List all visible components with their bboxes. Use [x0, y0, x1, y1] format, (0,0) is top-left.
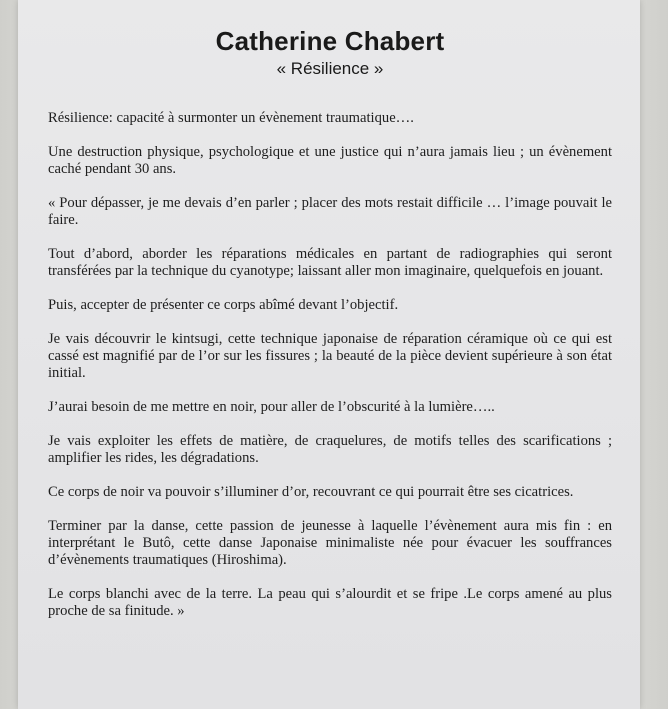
- paragraph-or: Ce corps de noir va pouvoir s’illuminer d’or, recouvrant ce qui pourrait être ses cicatrices.: [48, 484, 574, 500]
- paragraph-danse: Terminer par la danse, cette passion de jeunesse à laquelle l’évènement aura mis fin : en interprétant le Butô, cette danse Japonaise minimaliste née pour évacuer les souffrances d’évènements traumatiques (Hiroshima).: [48, 518, 612, 568]
- paragraph-depasser: « Pour dépasser, je me devais d’en parler ; placer des mots restait difficile … l’image pouvait le faire.: [48, 195, 612, 228]
- paragraph-noir: J’aurai besoin de me mettre en noir, pour aller de l’obscurité à la lumière…..: [48, 399, 495, 415]
- paragraph-definition: Résilience: capacité à surmonter un évènement traumatique….: [48, 110, 414, 126]
- paragraph-corps: Le corps blanchi avec de la terre. La peau qui s’alourdit et se fripe .Le corps amené au plus proche de sa finitude. »: [48, 586, 612, 619]
- paragraph-reparations: Tout d’abord, aborder les réparations médicales en partant de radiographies qui seront transférées par la technique du cyanotype; laissant aller mon imaginaire, quelquefois en jouant.: [48, 246, 612, 279]
- paragraph-destruction: Une destruction physique, psychologique et une justice qui n’aura jamais lieu ; un évènement caché pendant 30 ans.: [48, 144, 612, 177]
- document-sheet: [18, 0, 640, 709]
- paragraph-matiere: Je vais exploiter les effets de matière, de craquelures, de motifs telles des scarifications ; amplifier les rides, les dégradations.: [48, 433, 612, 466]
- paragraph-kintsugi: Je vais découvrir le kintsugi, cette technique japonaise de réparation céramique où ce qui est cassé est magnifié par de l’or sur les fissures ; la beauté de la pièce devient supérieure à son état initial.: [48, 331, 612, 381]
- document-body: [48, 110, 612, 620]
- document-title: Catherine Chabert: [215, 26, 445, 56]
- paragraph-objectif: Puis, accepter de présenter ce corps abîmé devant l’objectif.: [48, 297, 399, 313]
- document-subtitle: « Résilience »: [276, 59, 384, 78]
